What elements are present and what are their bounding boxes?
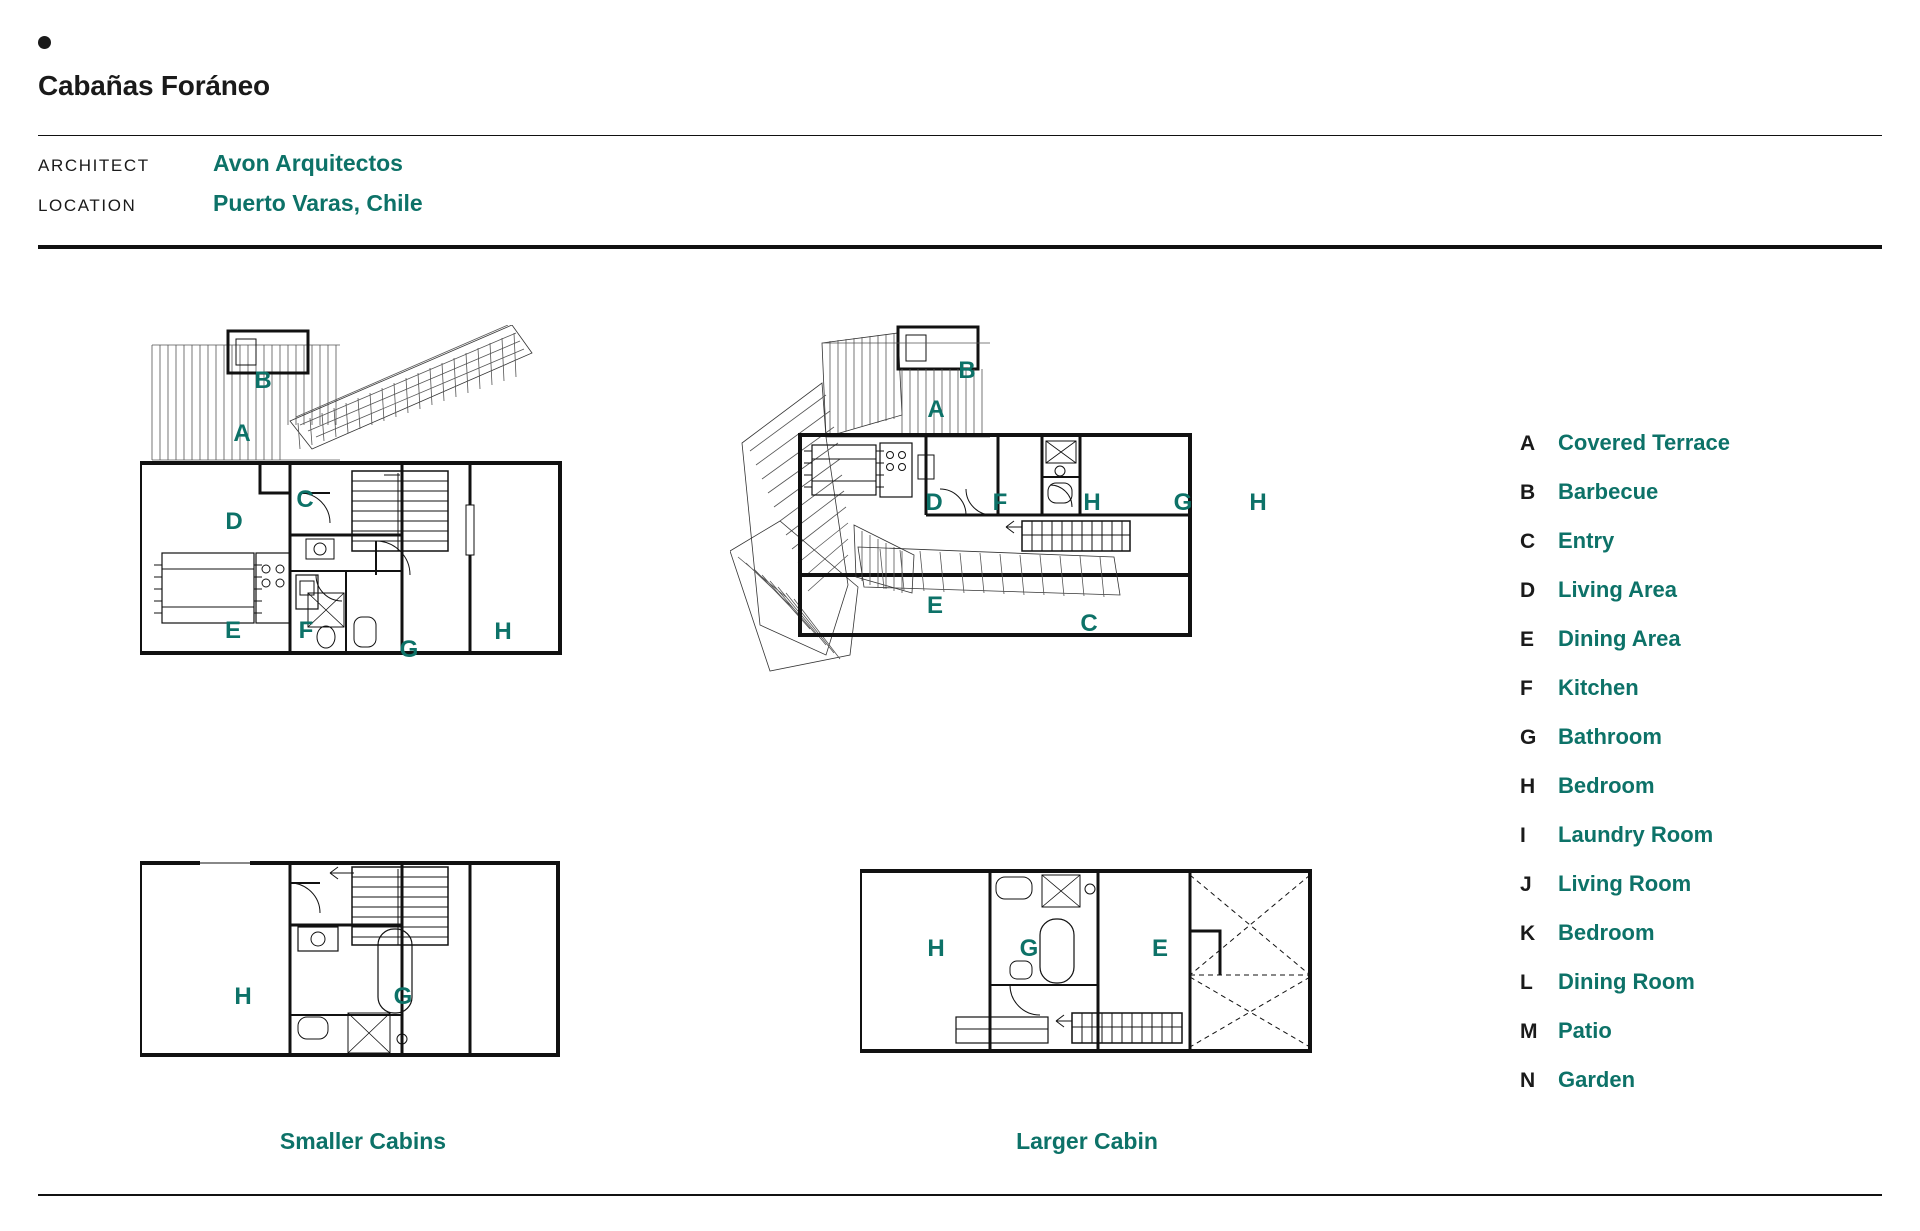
metadata-key-location: LOCATION	[38, 196, 137, 215]
legend-label-d: Living Area	[1558, 577, 1677, 602]
legend-list	[1520, 430, 1880, 1116]
metadata-key-architect: ARCHITECT	[38, 156, 150, 175]
metadata-row-location	[38, 190, 423, 230]
room-letter-g-upper: G	[393, 983, 413, 1010]
plan-larger-cabin-upper-floor	[860, 865, 1320, 1065]
plan-smaller-cabin-ground-floor	[140, 325, 660, 705]
room-letter-e: E	[224, 617, 242, 644]
legend-label-l: Dining Room	[1558, 969, 1695, 994]
room-letter-a: A	[233, 420, 251, 447]
legend-label-f: Kitchen	[1558, 675, 1639, 700]
room-letter-g: G	[399, 636, 419, 663]
room-letter-b: B	[254, 367, 272, 394]
legend-item-k	[1520, 920, 1880, 969]
caption-larger-cabin: Larger Cabin	[1016, 1128, 1158, 1154]
plan-larger-cabin-ground-floor	[730, 325, 1390, 825]
room-letter-b-larger: B	[958, 357, 976, 384]
divider-header-bottom	[38, 245, 1882, 249]
caption-smaller-cabins: Smaller Cabins	[279, 1128, 447, 1154]
legend-label-k: Bedroom	[1558, 920, 1655, 945]
legend-label-m: Patio	[1558, 1018, 1612, 1043]
legend-label-e: Dining Area	[1558, 626, 1681, 651]
room-letter-h: H	[494, 618, 512, 645]
legend-label-j: Living Room	[1558, 871, 1692, 896]
room-letter-h-larger-upper: H	[927, 935, 945, 962]
legend-item-g	[1520, 724, 1880, 773]
legend-letter-m: M	[1520, 1020, 1538, 1043]
room-letter-d-larger: D	[925, 489, 943, 516]
legend-label-a: Covered Terrace	[1558, 430, 1731, 455]
legend-label-n: Garden	[1558, 1067, 1636, 1092]
legend-letter-g: G	[1520, 726, 1537, 749]
legend-item-e	[1520, 626, 1880, 675]
legend-letter-d: D	[1520, 579, 1536, 602]
legend-label-g: Bathroom	[1558, 724, 1662, 749]
legend-letter-h: H	[1520, 775, 1536, 798]
plan-smaller-upper-drawing	[140, 855, 570, 1070]
metadata-value-architect: Avon Arquitectos	[213, 150, 403, 176]
room-letter-e-larger-upper: E	[1151, 935, 1169, 962]
legend-item-m	[1520, 1018, 1880, 1067]
legend-item-j	[1520, 871, 1880, 920]
room-letter-d: D	[225, 508, 243, 535]
project-metadata	[38, 150, 423, 230]
legend-letter-e: E	[1520, 628, 1535, 651]
legend-item-n	[1520, 1067, 1880, 1116]
legend-letter-l: L	[1520, 971, 1533, 994]
bullet-marker-icon	[38, 36, 51, 49]
legend-label-h: Bedroom	[1558, 773, 1655, 798]
room-letter-f: F	[298, 617, 314, 644]
legend-item-f	[1520, 675, 1880, 724]
legend-item-i	[1520, 822, 1880, 871]
legend-letter-b: B	[1520, 481, 1536, 504]
room-letter-g-larger-upper: G	[1019, 935, 1039, 962]
divider-bottom	[38, 1194, 1882, 1196]
room-letter-c: C	[296, 486, 314, 513]
legend-item-b	[1520, 479, 1880, 528]
legend-letter-i: I	[1520, 824, 1526, 847]
plan-larger-upper-drawing	[860, 865, 1320, 1065]
legend-label-c: Entry	[1558, 528, 1615, 553]
metadata-value-location: Puerto Varas, Chile	[213, 190, 423, 216]
plan-smaller-ground-drawing	[140, 325, 660, 705]
legend-item-c	[1520, 528, 1880, 577]
room-letter-a-larger: A	[927, 396, 945, 423]
legend-label-i: Laundry Room	[1558, 822, 1714, 847]
legend-item-d	[1520, 577, 1880, 626]
legend-letter-f: F	[1520, 677, 1533, 700]
legend-letter-j: J	[1520, 873, 1532, 896]
legend-letter-k: K	[1520, 922, 1536, 945]
legend-letter-c: C	[1520, 530, 1536, 553]
room-letter-h-upper: H	[234, 983, 252, 1010]
plan-larger-ground-drawing	[730, 325, 1390, 825]
room-letter-c-larger: C	[1080, 610, 1098, 637]
room-letter-f-larger: F	[992, 489, 1008, 516]
legend-item-l	[1520, 969, 1880, 1018]
room-letter-h-larger-2: H	[1249, 489, 1267, 516]
room-letter-e-larger: E	[926, 592, 944, 619]
divider-top	[38, 135, 1882, 136]
legend-item-h	[1520, 773, 1880, 822]
room-letter-g-larger: G	[1173, 489, 1193, 516]
legend-label-b: Barbecue	[1558, 479, 1659, 504]
legend-item-a	[1520, 430, 1880, 479]
legend-letter-n: N	[1520, 1069, 1536, 1092]
plan-smaller-cabin-upper-floor	[140, 855, 570, 1070]
metadata-row-architect	[38, 150, 423, 190]
page-title: Cabañas Foráneo	[38, 70, 270, 101]
legend-letter-a: A	[1520, 432, 1536, 455]
room-letter-h-larger-1: H	[1083, 489, 1101, 516]
